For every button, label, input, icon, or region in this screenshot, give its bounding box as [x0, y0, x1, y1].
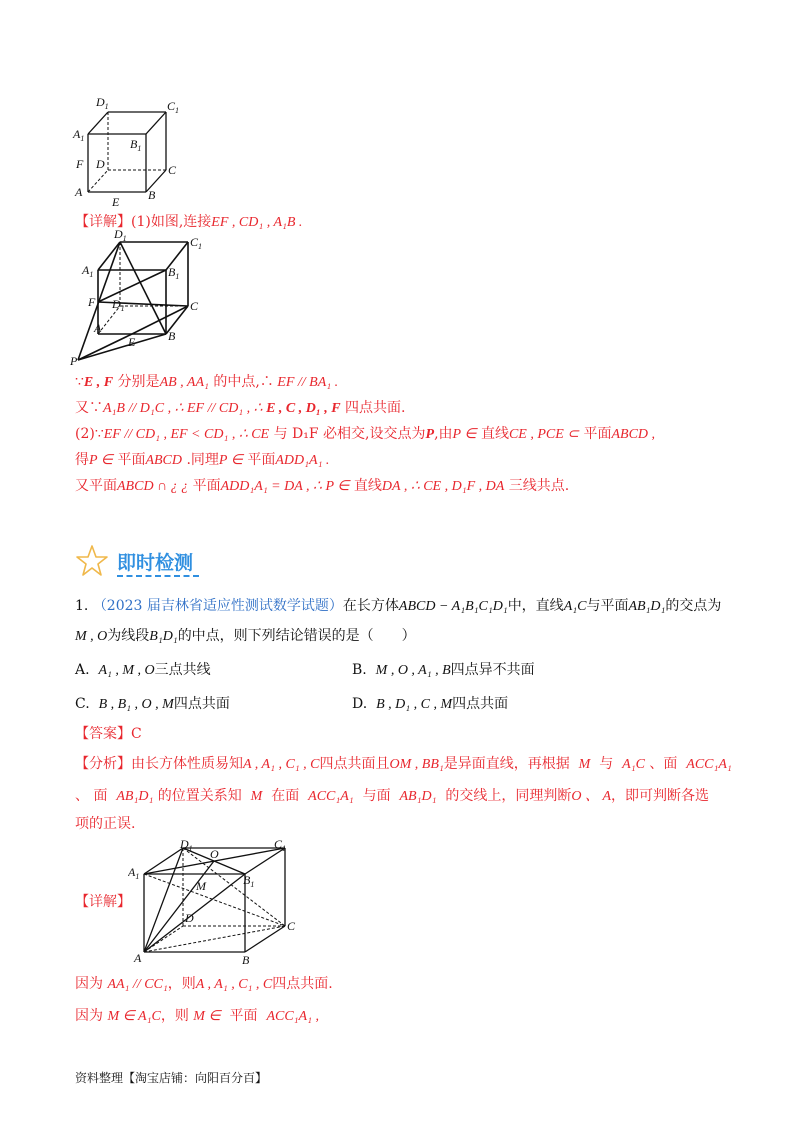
label-C1: $C_1$ — [167, 99, 180, 115]
label-A: A — [94, 321, 102, 335]
answer-tag: 【答案】 — [75, 726, 131, 742]
label-A1: $A_1$ — [73, 127, 85, 143]
option-b[interactable]: B. M , O , A₁ , B四点异不共面 — [352, 662, 535, 678]
label-B1: $B_1$ — [168, 265, 180, 281]
label-D: D — [185, 911, 194, 925]
label-F: F — [76, 157, 84, 171]
label-B1: $B_1$ — [130, 137, 142, 153]
analysis-line-2: 、 面 AB₁D₁ 的位置关系知 M 在面 ACC₁A₁ 与面 AB₁D₁ 的交线上，同理判断O 、 A，即可判断各选 — [75, 788, 710, 804]
question-number: 1. — [75, 598, 89, 614]
analysis-line-3: 项的正误. — [75, 816, 136, 832]
cube-figure-1 — [70, 92, 190, 210]
star-icon — [75, 544, 109, 578]
solution-line-5: 得P ∈ 平面ABCD .同理P ∈ 平面ADD₁A₁ . — [75, 452, 330, 468]
label-D1: $D_1$ — [114, 228, 127, 243]
detail-line-1: 因为 AA₁ // CC₁，则A , A₁ , C₁ , C四点共面. — [75, 976, 333, 992]
question-source: （2023 届吉林省适应性测试数学试题） — [92, 598, 343, 614]
detail-line-2: 因为 M ∈ A₁C，则 M ∈ 平面 ACC₁A₁ , — [75, 1008, 319, 1024]
option-a[interactable]: A. A₁ , M , O三点共线 — [75, 662, 211, 678]
label-B: B — [242, 953, 250, 967]
question-line-1: 1. （2023 届吉林省适应性测试数学试题）在长方体ABCD − A₁B₁C₁D₁中，直线A₁C与平面AB₁D₁的交点为 — [75, 598, 722, 614]
section-underline — [117, 575, 199, 577]
solution-line-3: 又∵A₁B // D₁C , ∴ EF // CD₁ , ∴ E , C , D₁ , F 四点共面. — [75, 400, 406, 416]
solution-line-1: 【详解】(1)如图,连接EF , CD₁ , A₁B . — [75, 214, 303, 230]
label-C1: $C_1$ — [274, 838, 287, 853]
label-A1: $A_1$ — [82, 263, 94, 279]
detail-tag: 【详解】 — [75, 894, 131, 910]
label-D1: $D_1$ — [96, 95, 109, 111]
label-A1: $A_1$ — [128, 865, 140, 881]
label-C: C — [168, 163, 177, 177]
label-C1: $C_1$ — [190, 235, 203, 251]
option-c[interactable]: C. B , B₁ , O , M四点共面 — [75, 696, 230, 712]
label-B: B — [168, 329, 176, 343]
label-O: O — [210, 847, 219, 861]
label-M: M — [196, 879, 206, 893]
answer-line — [75, 724, 142, 744]
section-header — [75, 542, 215, 582]
section-title: 即时检测 — [117, 552, 194, 574]
label-C: C — [287, 919, 296, 933]
label-F: F — [88, 295, 96, 309]
cuboid-figure-3 — [128, 838, 308, 970]
label-C: C — [190, 299, 199, 313]
label-A: A — [134, 951, 142, 965]
option-d[interactable]: D. B , D₁ , C , M四点共面 — [352, 696, 509, 712]
solution-line-6: 又平面ABCD ∩ ¿ ¿ 平面ADD₁A₁ = DA , ∴ P ∈ 直线DA , ∴ CE , D₁F , DA 三线共点. — [75, 478, 570, 494]
solution-line-4: (2)∵EF // CD₁ , EF < CD₁ , ∴ CE 与 D₁F 必相交,设交点为P,由P ∈ 直线CE , PCE ⊂ 平面ABCD , — [75, 426, 656, 442]
label-D: D — [96, 157, 105, 171]
cube-figure-2 — [68, 228, 208, 368]
label-P: P — [70, 354, 78, 368]
analysis-line-1: 【分析】由长方体性质易知A , A₁ , C₁ , C四点共面且OM , BB₁是异面直线，再根据 M 与 A₁C 、面 ACC₁A₁ — [75, 756, 732, 772]
question-line-2: M , O为线段B₁D₁的中点，则下列结论错误的是（ ） — [75, 628, 416, 644]
label-D1-inner: $D_1$ — [112, 297, 125, 313]
label-D1: $D_1$ — [180, 838, 193, 853]
footer-text: 资料整理【淘宝店铺：向阳百分百】 — [75, 1071, 268, 1085]
label-B: B — [148, 188, 156, 202]
answer-value: C — [131, 726, 142, 742]
solution-tag: 【详解】 — [75, 214, 131, 230]
label-E: E — [112, 195, 120, 209]
label-A: A — [75, 185, 83, 199]
solution-line-2: ∵E , F 分别是AB , AA₁ 的中点,∴ EF // BA₁ . — [75, 374, 339, 390]
label-E: E — [128, 335, 136, 349]
label-B1: $B_1$ — [243, 873, 255, 889]
analysis-tag: 【分析】 — [75, 756, 131, 772]
